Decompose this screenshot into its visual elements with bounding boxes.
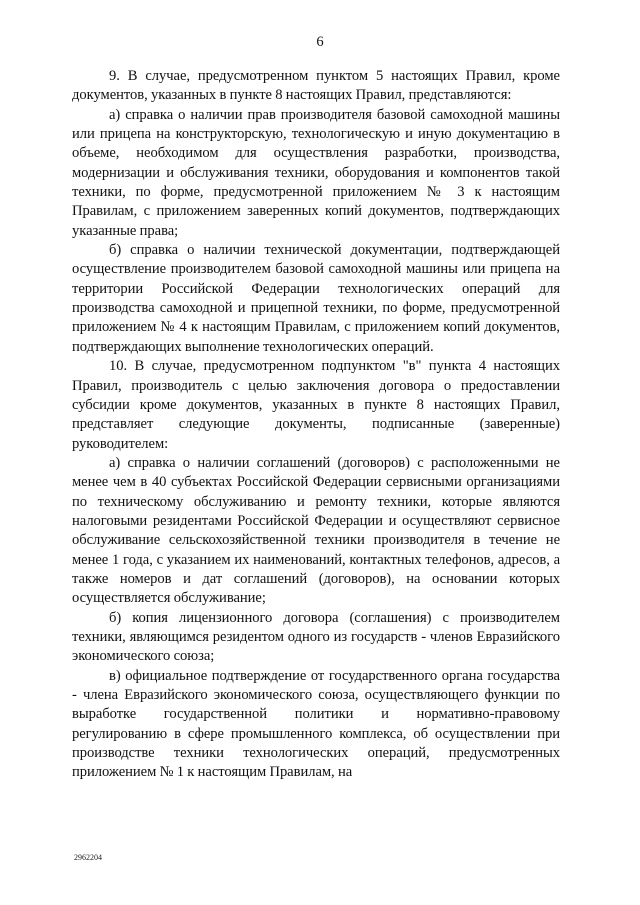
page-number: 6 bbox=[316, 34, 324, 50]
paragraph-9-b: б) справка о наличии технической документации, подтверждающей осуществление производителем базовой самоходной машины или прицепа на территории Российской Федерации технологических операций для производства самоходной и прицепной техники, по форме, предусмотренной приложением № 4 к настоящим Правилам, с приложением копий документов, подтверждающих выполнение технологических операций. bbox=[72, 242, 560, 355]
paragraph-10-intro: 10. В случае, предусмотренном подпунктом "в" пункта 4 настоящих Правил, производитель с целью заключения договора о предоставлении субсидии кроме документов, указанных в пункте 8 настоящих Правил, представляет следующие документы, подписанные (заверенные) руководителем: bbox=[72, 358, 560, 452]
document-body bbox=[72, 67, 560, 783]
paragraph-10-v: в) официальное подтверждение от государственного органа государства - члена Евразийского экономического союза, осуществляющего функции по выработке государственной политики и нормативно-правовому регулированию в сфере промышленного комплекса, об осуществлении при производстве техники технологических операций, предусмотренных приложением № 1 к настоящим Правилам, на bbox=[72, 667, 560, 781]
document-code: 2962204 bbox=[74, 853, 102, 862]
paragraph-10-b: б) копия лицензионного договора (соглашения) с производителем техники, являющимся резидентом одного из государств - членов Евразийского экономического союза; bbox=[72, 609, 560, 665]
paragraph-9-a: а) справка о наличии прав производителя базовой самоходной машины или прицепа на конструкторскую, технологическую и иную документацию в объеме, необходимом для осуществления разработки, производства, модернизации и обслуживания техники, оборудования и компонентов такой техники, по форме, предусмотренной приложением № 3 к настоящим Правилам, с приложением заверенных копий документов, подтверждающих указанные права; bbox=[72, 106, 560, 239]
paragraph-10-a: а) справка о наличии соглашений (договоров) с расположенными не менее чем в 40 субъектах Российской Федерации сервисными организациями по техническому обслуживанию и ремонту техники, которые являются налоговыми резидентами Российской Федерации и осуществляют сервисное обслуживание сельскохозяйственной техники производителя в течение не менее 1 года, с указанием их наименований, контактных телефонов, адресов, а также номеров и дат соглашений (договоров), на основании которых осуществляется обслуживание; bbox=[72, 454, 560, 607]
paragraph-9-intro: 9. В случае, предусмотренном пунктом 5 настоящих Правил, кроме документов, указанных в пункте 8 настоящих Правил, представляются: bbox=[72, 68, 560, 104]
